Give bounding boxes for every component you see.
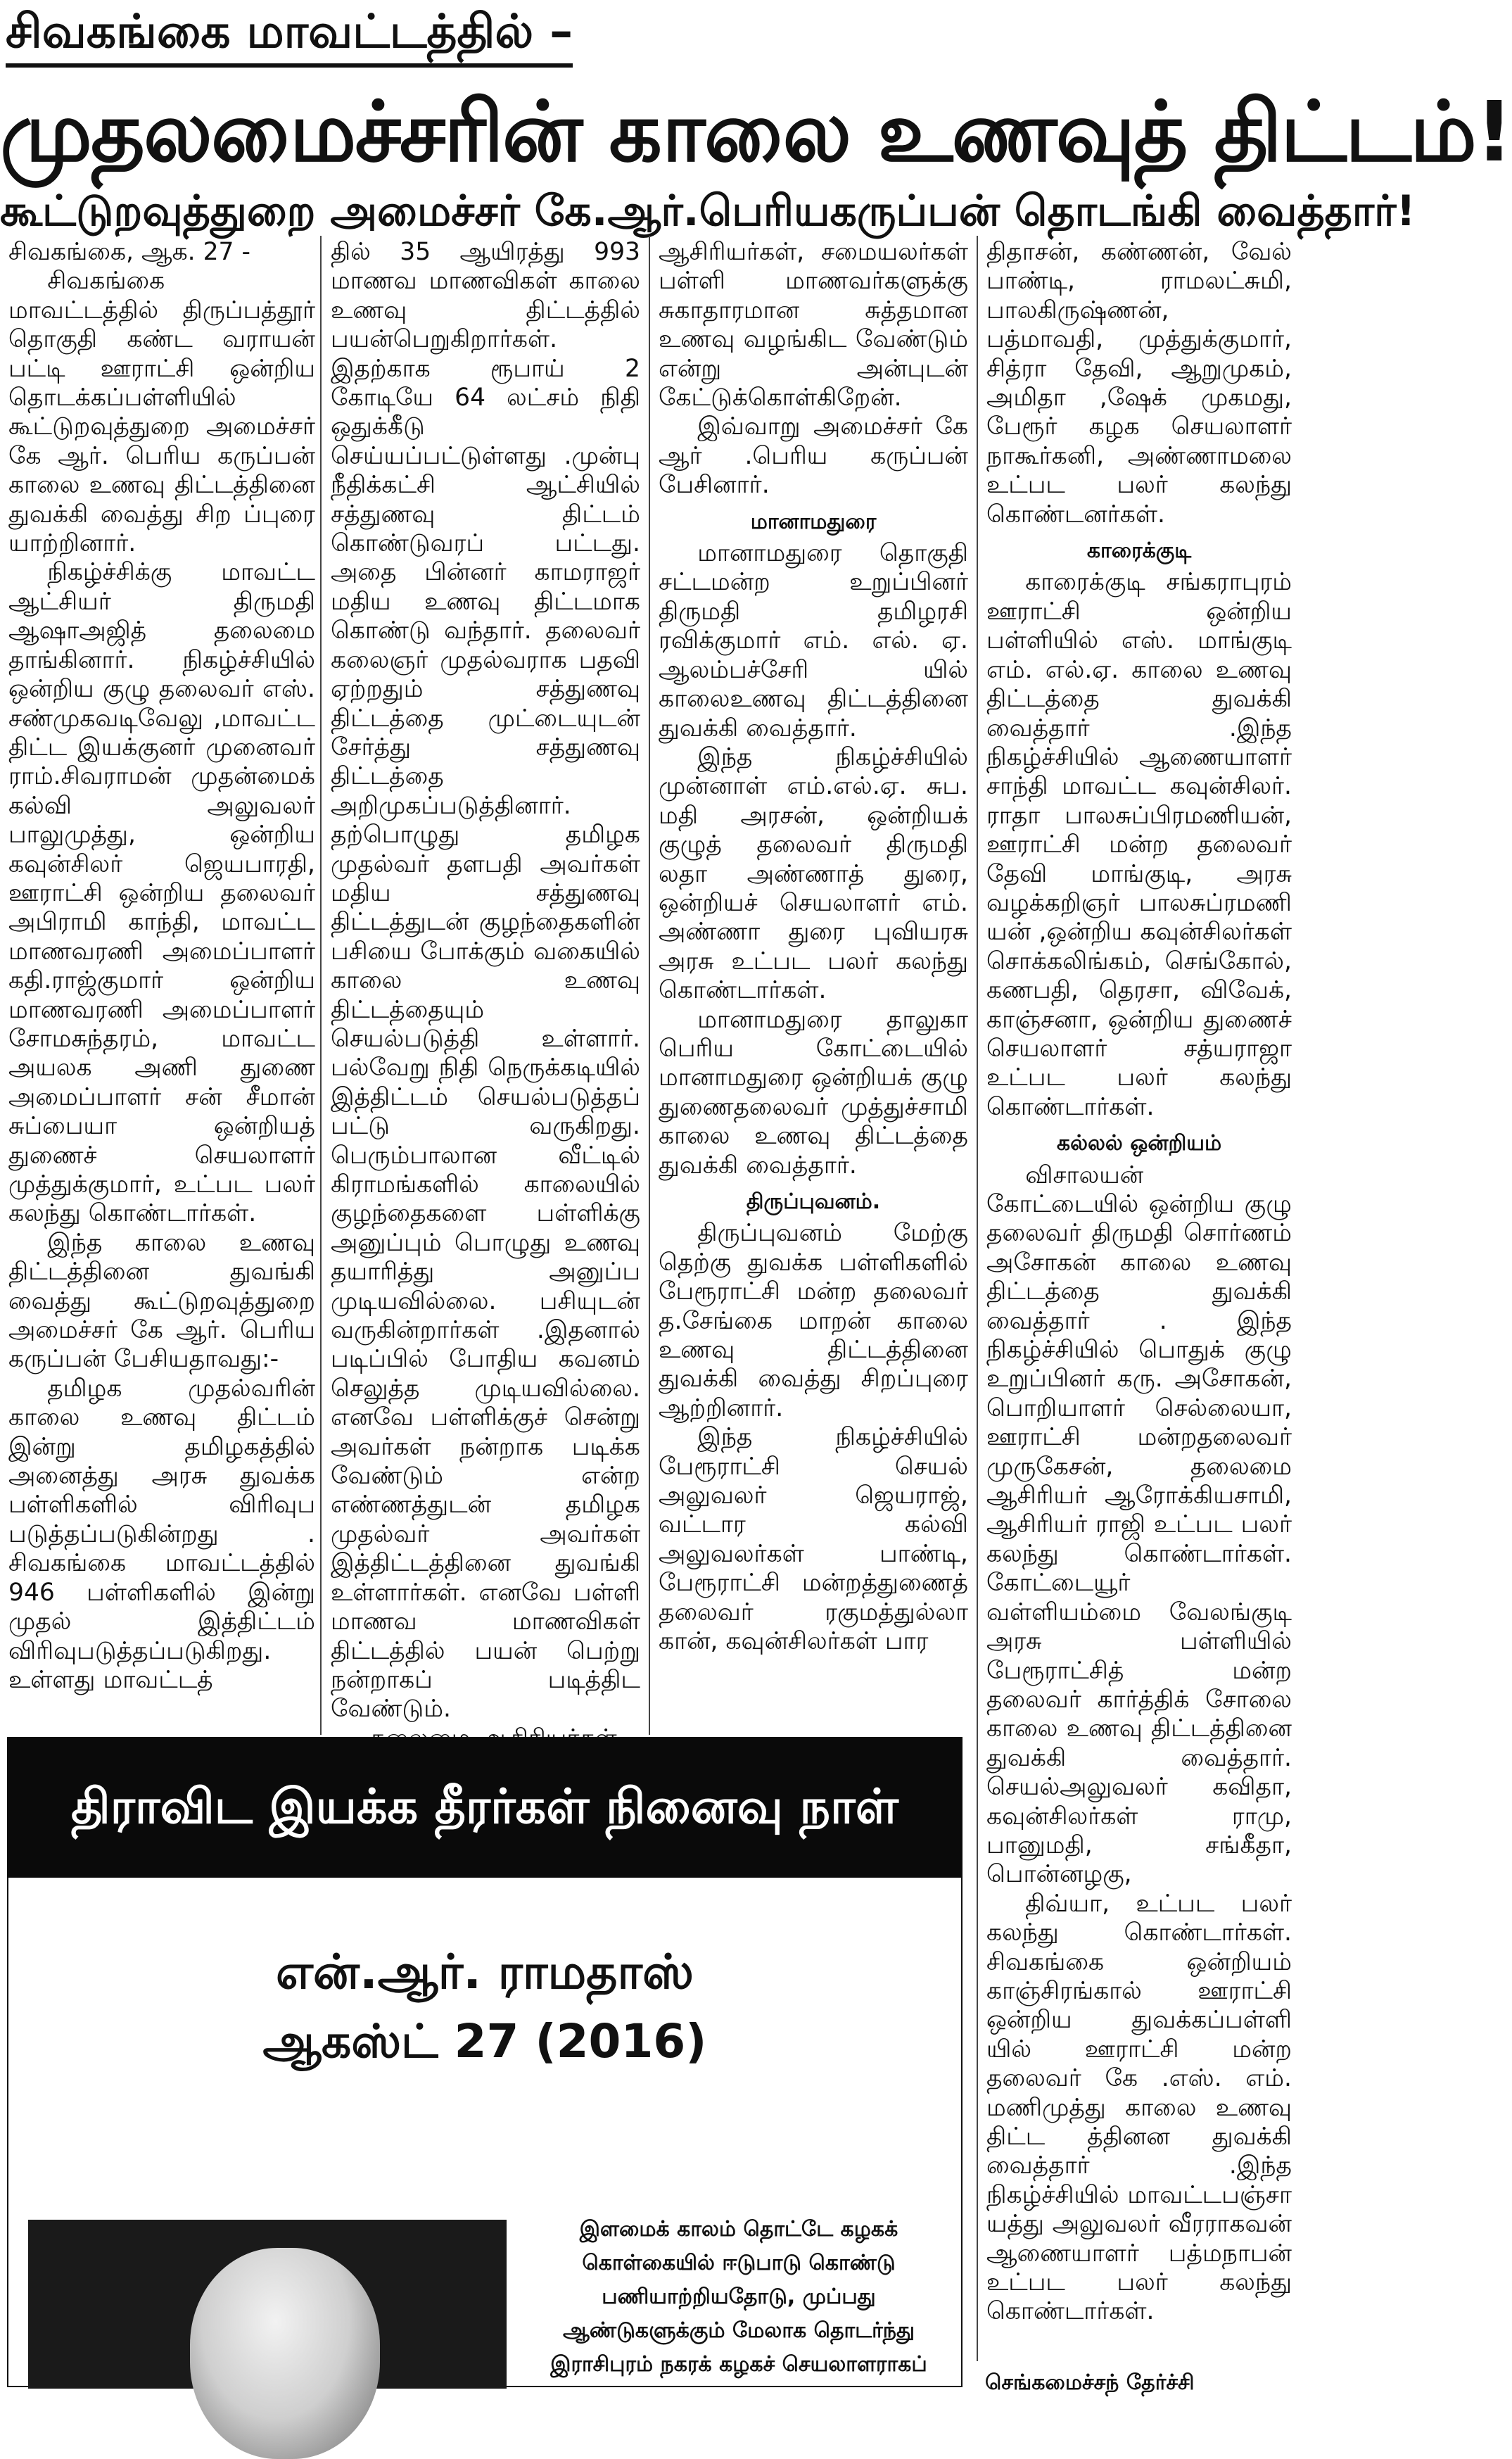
paragraph: விசாலயன் கோட்டையில் ஒன்றிய குழு தலைவர் திருமதி சொர்ணம் அசோகன் காலை உணவு திட்டத்தை துவக்கி வைத்தார் . இந்த நிகழ்ச்சியில் பொதுக் குழு உறுப்பினர் கரு. அசோகன், பொறியாளர் செல்லையா, ஊராட்சி மன்றதலைவர் முருகேசன், தலைமை ஆசிரியர் ஆரோக்கியசாமி, ஆசிரியர் ராஜி உட்பட பலர் கலந்து கொண்டார்கள். கோட்டையூர் வள்ளியம்மை வேலங்குடி அரசு பள்ளியில் பேரூராட்சித் மன்ற தலைவர் கார்த்திக் சோலை காலை உணவு திட்டத்தினை துவக்கி வைத்தார். செயல்அலுவலர் கவிதா, கவுன்சிலர்கள் ராமு, பானுமதி, சங்கீதா, பொன்னழகு, bbox=[986, 1161, 1292, 1889]
memorial-title: திராவிட இயக்க தீரர்கள் நினைவு நாள் bbox=[71, 1779, 898, 1835]
memorial-name: என்.ஆர். ராமதாஸ் bbox=[275, 1945, 694, 2000]
paragraph: காரைக்குடி சங்கராபுரம் ஊராட்சி ஒன்றிய பள்ளியில் எஸ். மாங்குடி எம். எல்.ஏ. காலை உணவு திட்டத்தை துவக்கி வைத்தார் .இந்த நிகழ்ச்சியில் ஆணையாளர் சாந்தி மாவட்ட கவுன்சிலர். ராதா பாலசுப்பிரமணியன், ஊராட்சி மன்ற தலைவர் தேவி மாங்குடி, அரசு வழக்கறிஞர் பாலசுப்ரமணி யன் ,ஒன்றிய கவுன்சிலர்கள் சொக்கலிங்கம், செங்கோல், கணபதி, தெரசா, விவேக், காஞ்சனா, ஒன்றிய துணைச் செயலாளர் சத்யராஜா உட்பட பலர் கலந்து கொண்டார்கள். bbox=[986, 568, 1292, 1121]
paragraph: தில் 35 ஆயிரத்து 993 மாணவ மாணவிகள் காலை உணவு திட்டத்தில் பயன்பெறுகிறார்கள். இதற்காக ரூபாய் 2 கோடியே 64 லட்சம் நிதி ஒதுக்கீடு செய்யப்பட்டுள்ளது .முன்பு நீதிக்கட்சி ஆட்சியில் சத்துணவு திட்டம் கொண்டுவரப் பட்டது. அதை பின்னர் காமராஜர் மதிய உணவு திட்டமாக கொண்டு வந்தார். தலைவர் கலைஞர் முதல்வராக பதவி ஏற்றதும் சத்துணவு திட்டத்தை முட்டையுடன் சேர்த்து சத்துணவு திட்டத்தை அறிமுகப்படுத்தினார். தற்பொழுது தமிழக முதல்வர் தளபதி அவர்கள் மதிய சத்துணவு திட்டத்துடன் குழந்தைகளின் பசியை போக்கும் வகையில் காலை உணவு திட்டத்தையும் செயல்படுத்தி உள்ளார். பல்வேறு நிதி நெருக்கடியில் இத்திட்டம் செயல்படுத்தப் பட்டு வருகிறது. பெரும்பாலான வீட்டில் கிராமங்களில் காலையில் குழந்தைகளை பள்ளிக்கு அனுப்பும் பொழுது உணவு தயாரித்து அனுப்ப முடியவில்லை. பசியுடன் வருகின்றார்கள் .இதனால் படிப்பில் போதிய கவனம் செலுத்த முடியவில்லை. எனவே பள்ளிக்குச் சென்று அவர்கள் நன்றாக படிக்க வேண்டும் என்ற எண்ணத்துடன் தமிழக முதல்வர் அவர்கள் இத்திட்டத்தினை துவங்கி உள்ளார்கள். எனவே பள்ளி மாணவ மாணவிகள் திட்டத்தில் பயன் பெற்று நன்றாகப் படித்திட வேண்டும். bbox=[331, 238, 640, 1724]
article-column-1 bbox=[8, 238, 315, 1730]
portrait-photo bbox=[28, 2220, 507, 2389]
paragraph: மானாமதுரை தொகுதி சட்டமன்ற உறுப்பினர் திருமதி தமிழரசி ரவிக்குமார் எம். எல். ஏ. ஆலம்பச்சேரி யில் காலைஉணவு திட்டத்தினை துவக்கி வைத்தார். bbox=[659, 539, 968, 742]
dateline: சிவகங்கை, ஆக. 27 - bbox=[8, 238, 250, 266]
paragraph: திருப்புவனம் மேற்கு தெற்கு துவக்க பள்ளிகளில் பேரூராட்சி மன்ற தலைவர் த.சேங்கை மாறன் காலை உணவு திட்டத்தினை துவக்கி வைத்து சிறப்புரை ஆற்றினார். bbox=[659, 1219, 968, 1422]
paragraph: தமிழக முதல்வரின் காலை உணவு திட்டம் இன்று தமிழகத்தில் அனைத்து அரசு துவக்க பள்ளிகளில் விரிவுப படுத்தப்படுகின்றது . சிவகங்கை மாவட்டத்தில் 946 பள்ளிகளில் இன்று முதல் இத்திட்டம் விரிவுபடுத்தப்படுகிறது. உள்ளது மாவட்டத் bbox=[8, 1374, 315, 1694]
paragraph: இந்த நிகழ்ச்சியில் பேரூராட்சி செயல் அலுவலர் ஜெயராஜ், வட்டார கல்வி அலுவலர்கள் பாண்டி, பேரூராட்சி மன்றத்துணைத் தலைவர் ரகுமத்துல்லா கான், கவுன்சிலர்கள் பார bbox=[659, 1423, 968, 1656]
paragraph: இந்த காலை உணவு திட்டத்தினை துவங்கி வைத்து கூட்டுறவுத்துறை அமைச்சர் கே ஆர். பெரிய கருப்பன் பேசியதாவது:- bbox=[8, 1228, 315, 1374]
kicker: சிவகங்கை மாவட்டத்தில் – bbox=[6, 3, 573, 68]
paragraph: திவ்யா, உட்பட பலர் கலந்து கொண்டார்கள். சிவகங்கை ஒன்றியம் காஞ்சிரங்கால் ஊராட்சி ஒன்றிய துவக்கப்பள்ளி யில் ஊராட்சி மன்ற தலைவர் கே .எஸ். எம். மணிமுத்து காலை உணவு திட்ட த்தினன துவக்கி வைத்தார் .இந்த நிகழ்ச்சியில் மாவட்டபஞ்சா யத்து அலுவலர் வீரராகவன் ஆணையாளர் பத்மநாபன் உட்பட பலர் கலந்து கொண்டார்கள். bbox=[986, 1889, 1292, 2326]
headline: முதலமைச்சரின் காலை உணவுத் திட்டம்! bbox=[0, 83, 1512, 180]
paragraph: நிகழ்ச்சிக்கு மாவட்ட ஆட்சியர் திருமதி ஆஷாஅஜித் தலைமை தாங்கினார். நிகழ்ச்சியில் ஒன்றிய குழு தலைவர் எஸ். சண்முகவடிவேலு ,மாவட்ட திட்ட இயக்குனர் முனைவர் ராம்.சிவராமன் முதன்மைக் கல்வி அலுவலர் பாலுமுத்து, ஒன்றிய கவுன்சிலர் ஜெயபாரதி, ஊராட்சி ஒன்றிய தலைவர் அபிராமி காந்தி, மாவட்ட மாணவரணி அமைப்பாளர் கதி.ராஜ்குமார் ஒன்றிய மாணவரணி அமைப்பாளர் சோமசுந்தரம், மாவட்ட அயலக அணி துணை அமைப்பாளர் சன் சீமான் சுப்பையா ஒன்றியத் துணைச் செயலாளர் முத்துக்குமார், உட்பட பலர் கலந்து கொண்டார்கள். bbox=[8, 558, 315, 1228]
column-divider bbox=[320, 236, 322, 1735]
paragraph: ஆசிரியர்கள், சமையலர்கள் பள்ளி மாணவர்களுக்கு சுகாதாரமான சுத்தமான உணவு வழங்கிட வேண்டும் என்று அன்புடன் கேட்டுக்கொள்கிறேன். bbox=[659, 238, 968, 412]
section-heading: காரைக்குடி bbox=[1086, 538, 1192, 564]
paragraph: மானாமதுரை தாலுகா பெரிய கோட்டையில் மானாமதுரை ஒன்றியக் குழு துணைதலைவர் முத்துச்சாமி காலை உணவு திட்டத்தை துவக்கி வைத்தார். bbox=[659, 1005, 968, 1180]
memorial-caption: இளமைக் காலம் தொட்டே கழகக் கொள்கையில் ஈடுபாடு கொண்டு பணியாற்றியதோடு, முப்பது ஆண்டுகளுக்கும் மேலாக தொடர்ந்து இராசிபுரம் நகரக் கழகச் செயலாளராகப் bbox=[550, 2217, 927, 2377]
section-heading: திருப்புவனம். bbox=[746, 1189, 881, 1214]
memorial-date: ஆகஸ்ட் 27 (2016) bbox=[262, 2014, 707, 2068]
memorial-box bbox=[7, 1737, 963, 2389]
portrait-head bbox=[190, 2248, 380, 2459]
article-column-4 bbox=[986, 238, 1292, 2363]
paragraph: சிவகங்கை மாவட்டத்தில் திருப்பத்தூர் தொகுதி கண்ட வராயன் பட்டி ஊராட்சி ஒன்றிய தொடக்கப்பள்ளியில் கூட்டுறவுத்துறை அமைச்சர் கே ஆர். பெரிய கருப்பன் காலை உணவு திட்டத்தினை துவக்கி வைத்து சிற ப்புரை யாற்றினார். bbox=[8, 267, 315, 558]
paragraph: திதாசன், கண்ணன், வேல் பாண்டி, ராமலட்சுமி, பாலகிருஷ்ணன், பத்மாவதி, முத்துக்குமார், சித்ரா தேவி, ஆறுமுகம், அமிதா ,ஷேக் முகமது, பேரூர் கழக செயலாளர் நாகூர்கனி, அண்ணாமலை உட்பட பலர் கலந்து கொண்டனர்கள். bbox=[986, 238, 1292, 529]
article-column-3 bbox=[659, 238, 968, 1730]
column-divider bbox=[649, 236, 650, 1735]
article-column-2 bbox=[331, 238, 640, 1730]
column-divider bbox=[977, 236, 978, 2361]
paragraph: இவ்வாறு அமைச்சர் கே ஆர் .பெரிய கருப்பன் பேசினார். bbox=[659, 412, 968, 500]
section-heading: கல்லல் ஒன்றியம் bbox=[1056, 1131, 1222, 1156]
paragraph: இந்த நிகழ்ச்சியில் முன்னாள் எம்.எல்.ஏ. சுப. மதி அரசன், ஒன்றியக் குழுத் தலைவர் திருமதி லதா அண்ணாத் துரை, ஒன்றியச் செயலாளர் எம். அண்ணா துரை புவியரசு அரசு உட்பட பலர் கலந்து கொண்டார்கள். bbox=[659, 742, 968, 1005]
next-article-fragment: செங்கமைச்சந் தேர்ச்சி bbox=[985, 2370, 1195, 2395]
subheadline: கூட்டுறவுத்துறை அமைச்சர் கே.ஆர்.பெரியகருப்பன் தொடங்கி வைத்தார்! bbox=[0, 187, 1416, 236]
section-heading: மானாமதுரை bbox=[750, 509, 877, 534]
